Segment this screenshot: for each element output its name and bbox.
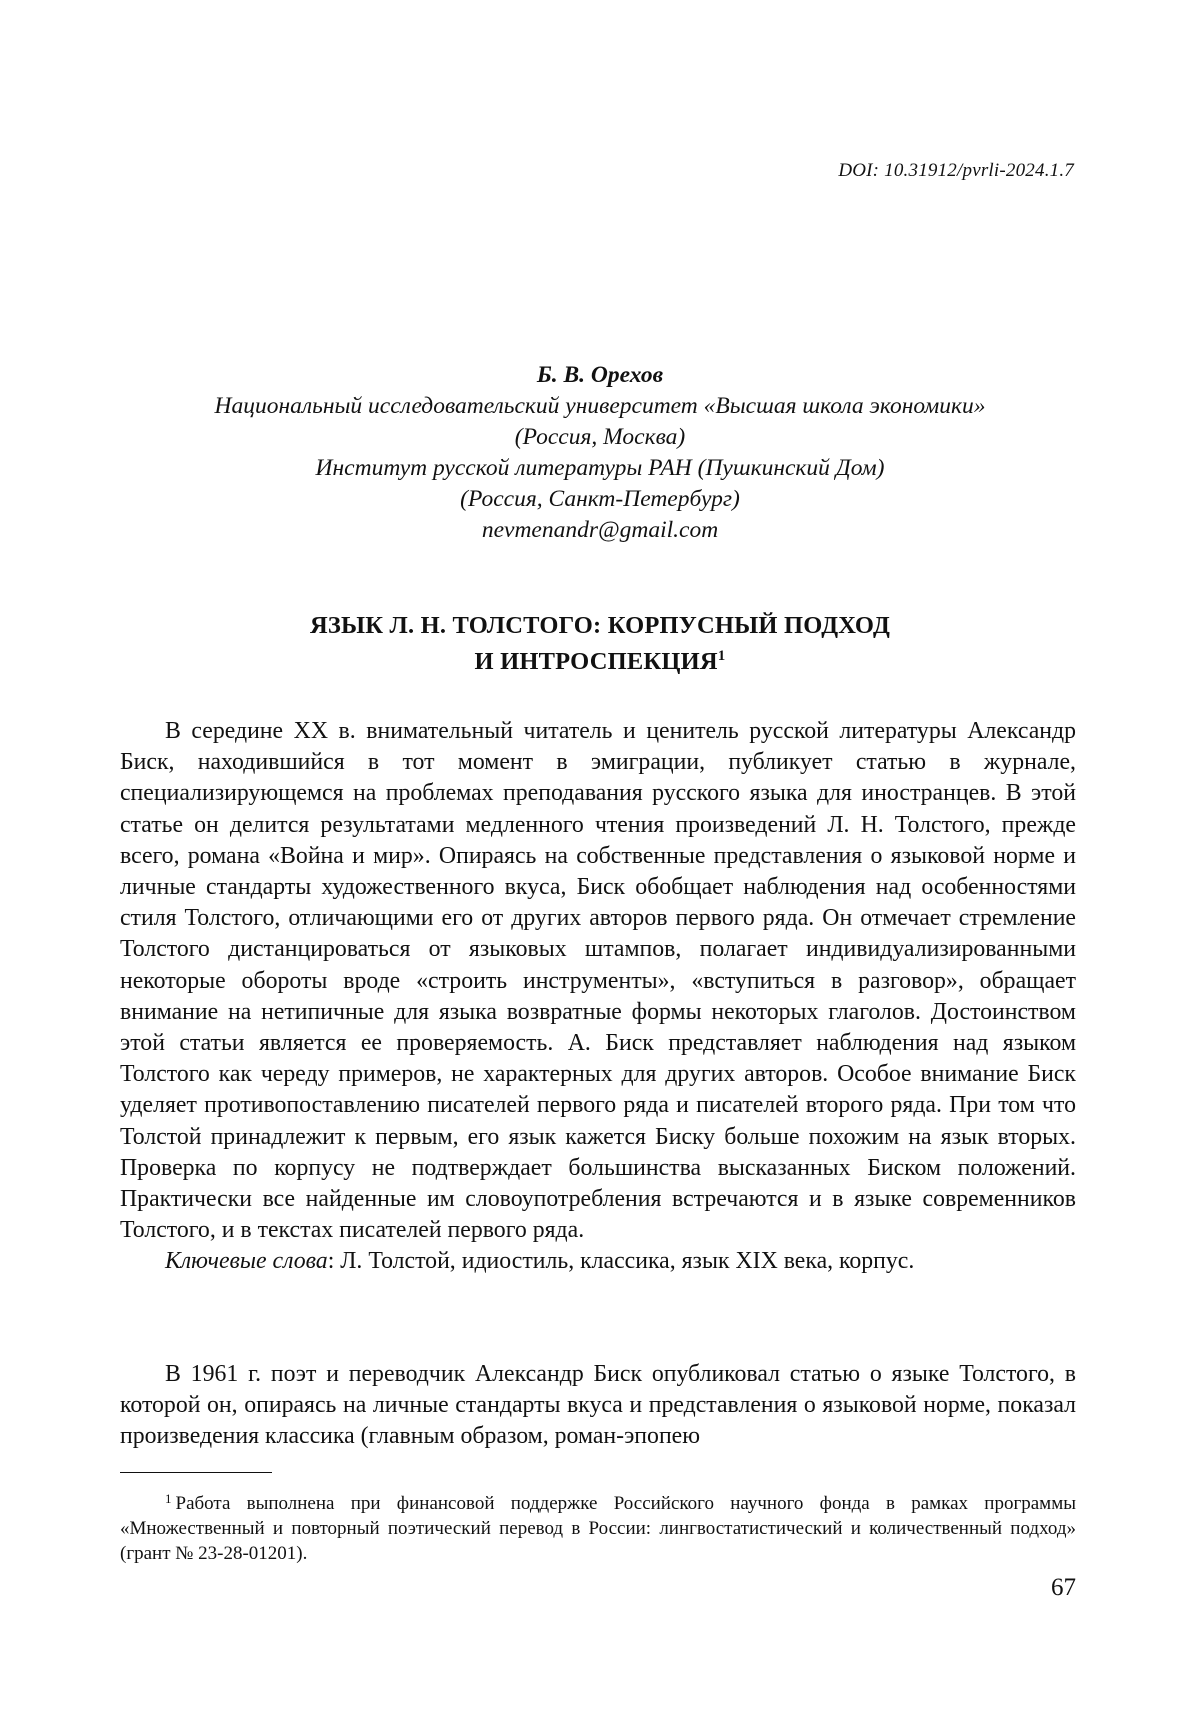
affiliation-hse-location: (Россия, Москва) xyxy=(514,424,686,450)
footnote-mark: 1 xyxy=(165,1491,172,1506)
affiliation-hse: Национальный исследовательский университет «Высшая школа экономики» xyxy=(214,393,986,419)
author-name: Б. В. Орехов xyxy=(536,362,664,388)
author-email: nevmenandr@gmail.com xyxy=(481,517,719,543)
affiliation-pushkin-house-location: (Россия, Санкт-Петербург) xyxy=(460,486,740,512)
article-title xyxy=(120,610,1080,677)
affiliation-pushkin-house: Институт русской литературы РАН (Пушкинский Дом) xyxy=(315,455,885,481)
footnote-text-wrap xyxy=(120,1486,1076,1566)
footnote xyxy=(120,1486,1076,1566)
title-line-2-text: И ИНТРОСПЕКЦИЯ xyxy=(474,648,718,675)
keywords-list: : Л. Толстой, идиостиль, классика, язык XIX века, корпус. xyxy=(327,1248,915,1275)
title-footnote-mark: 1 xyxy=(717,648,726,664)
author-block xyxy=(120,360,1080,546)
doi-label: DOI: 10.31912/pvrli-2024.1.7 xyxy=(838,160,1074,181)
footnote-divider xyxy=(120,1472,272,1473)
title-line-1: ЯЗЫК Л. Н. ТОЛСТОГО: КОРПУСНЫЙ ПОДХОД xyxy=(309,612,891,639)
title-line-2 xyxy=(120,641,1080,677)
body-paragraph-1: В 1961 г. поэт и переводчик Александр Биск опубликовал статью о языке Толстого, в которой он, опираясь на личные стандарты вкуса и представления о языковой норме, показал произведения классика (главным образом, роман-эпопею xyxy=(120,1361,1076,1450)
keywords xyxy=(120,1246,1076,1277)
footnote-text: Работа выполнена при финансовой поддержке Российского научного фонда в рамках программы «Множественный и повторный поэтический перевод в России: лингвостатистический и количественный подход» (грант № 23-28-01201). xyxy=(120,1493,1076,1564)
abstract-text: В середине XX в. внимательный читатель и ценитель русской литературы Александр Биск, находившийся в тот момент в эмиграции, публикует статью в журнале, специализирующемся на проблемах преподавания русского языка для иностранцев. В этой статье он делится результатами медленного чтения произведений Л. Н. Толстого, прежде всего, романа «Война и мир». Опираясь на собственные представления о языковой норме и личные стандарты художественного вкуса, Биск обобщает наблюдения над особенностями стиля Толстого, отличающими его от других авторов первого ряда. Он отмечает стремление Толстого дистанцироваться от языковых штампов, полагает индивидуализированными некоторые обороты вроде «строить инструменты», «вступиться в разговор», обращает внимание на нетипичные для языка возвратные формы некоторых глаголов. Достоинством этой статьи является ее проверяемость. А. Биск представляет наблюдения над языком Толстого как череду примеров, не характерных для других авторов. Особое внимание Биск уделяет противопоставлению писателей первого ряда и писателей второго ряда. При том что Толстой принадлежит к первым, его язык кажется Биску больше похожим на язык вторых. Проверка по корпусу не подтверждает большинства высказанных Биском положений. Практически все найденные им словоупотребления встречаются и в языке современников Толстого, и в текстах писателей первого ряда. xyxy=(120,718,1076,1244)
abstract xyxy=(120,716,1076,1278)
keywords-label: Ключевые слова xyxy=(165,1248,328,1275)
page-number: 67 xyxy=(1051,1574,1076,1601)
body-text xyxy=(120,1359,1076,1453)
